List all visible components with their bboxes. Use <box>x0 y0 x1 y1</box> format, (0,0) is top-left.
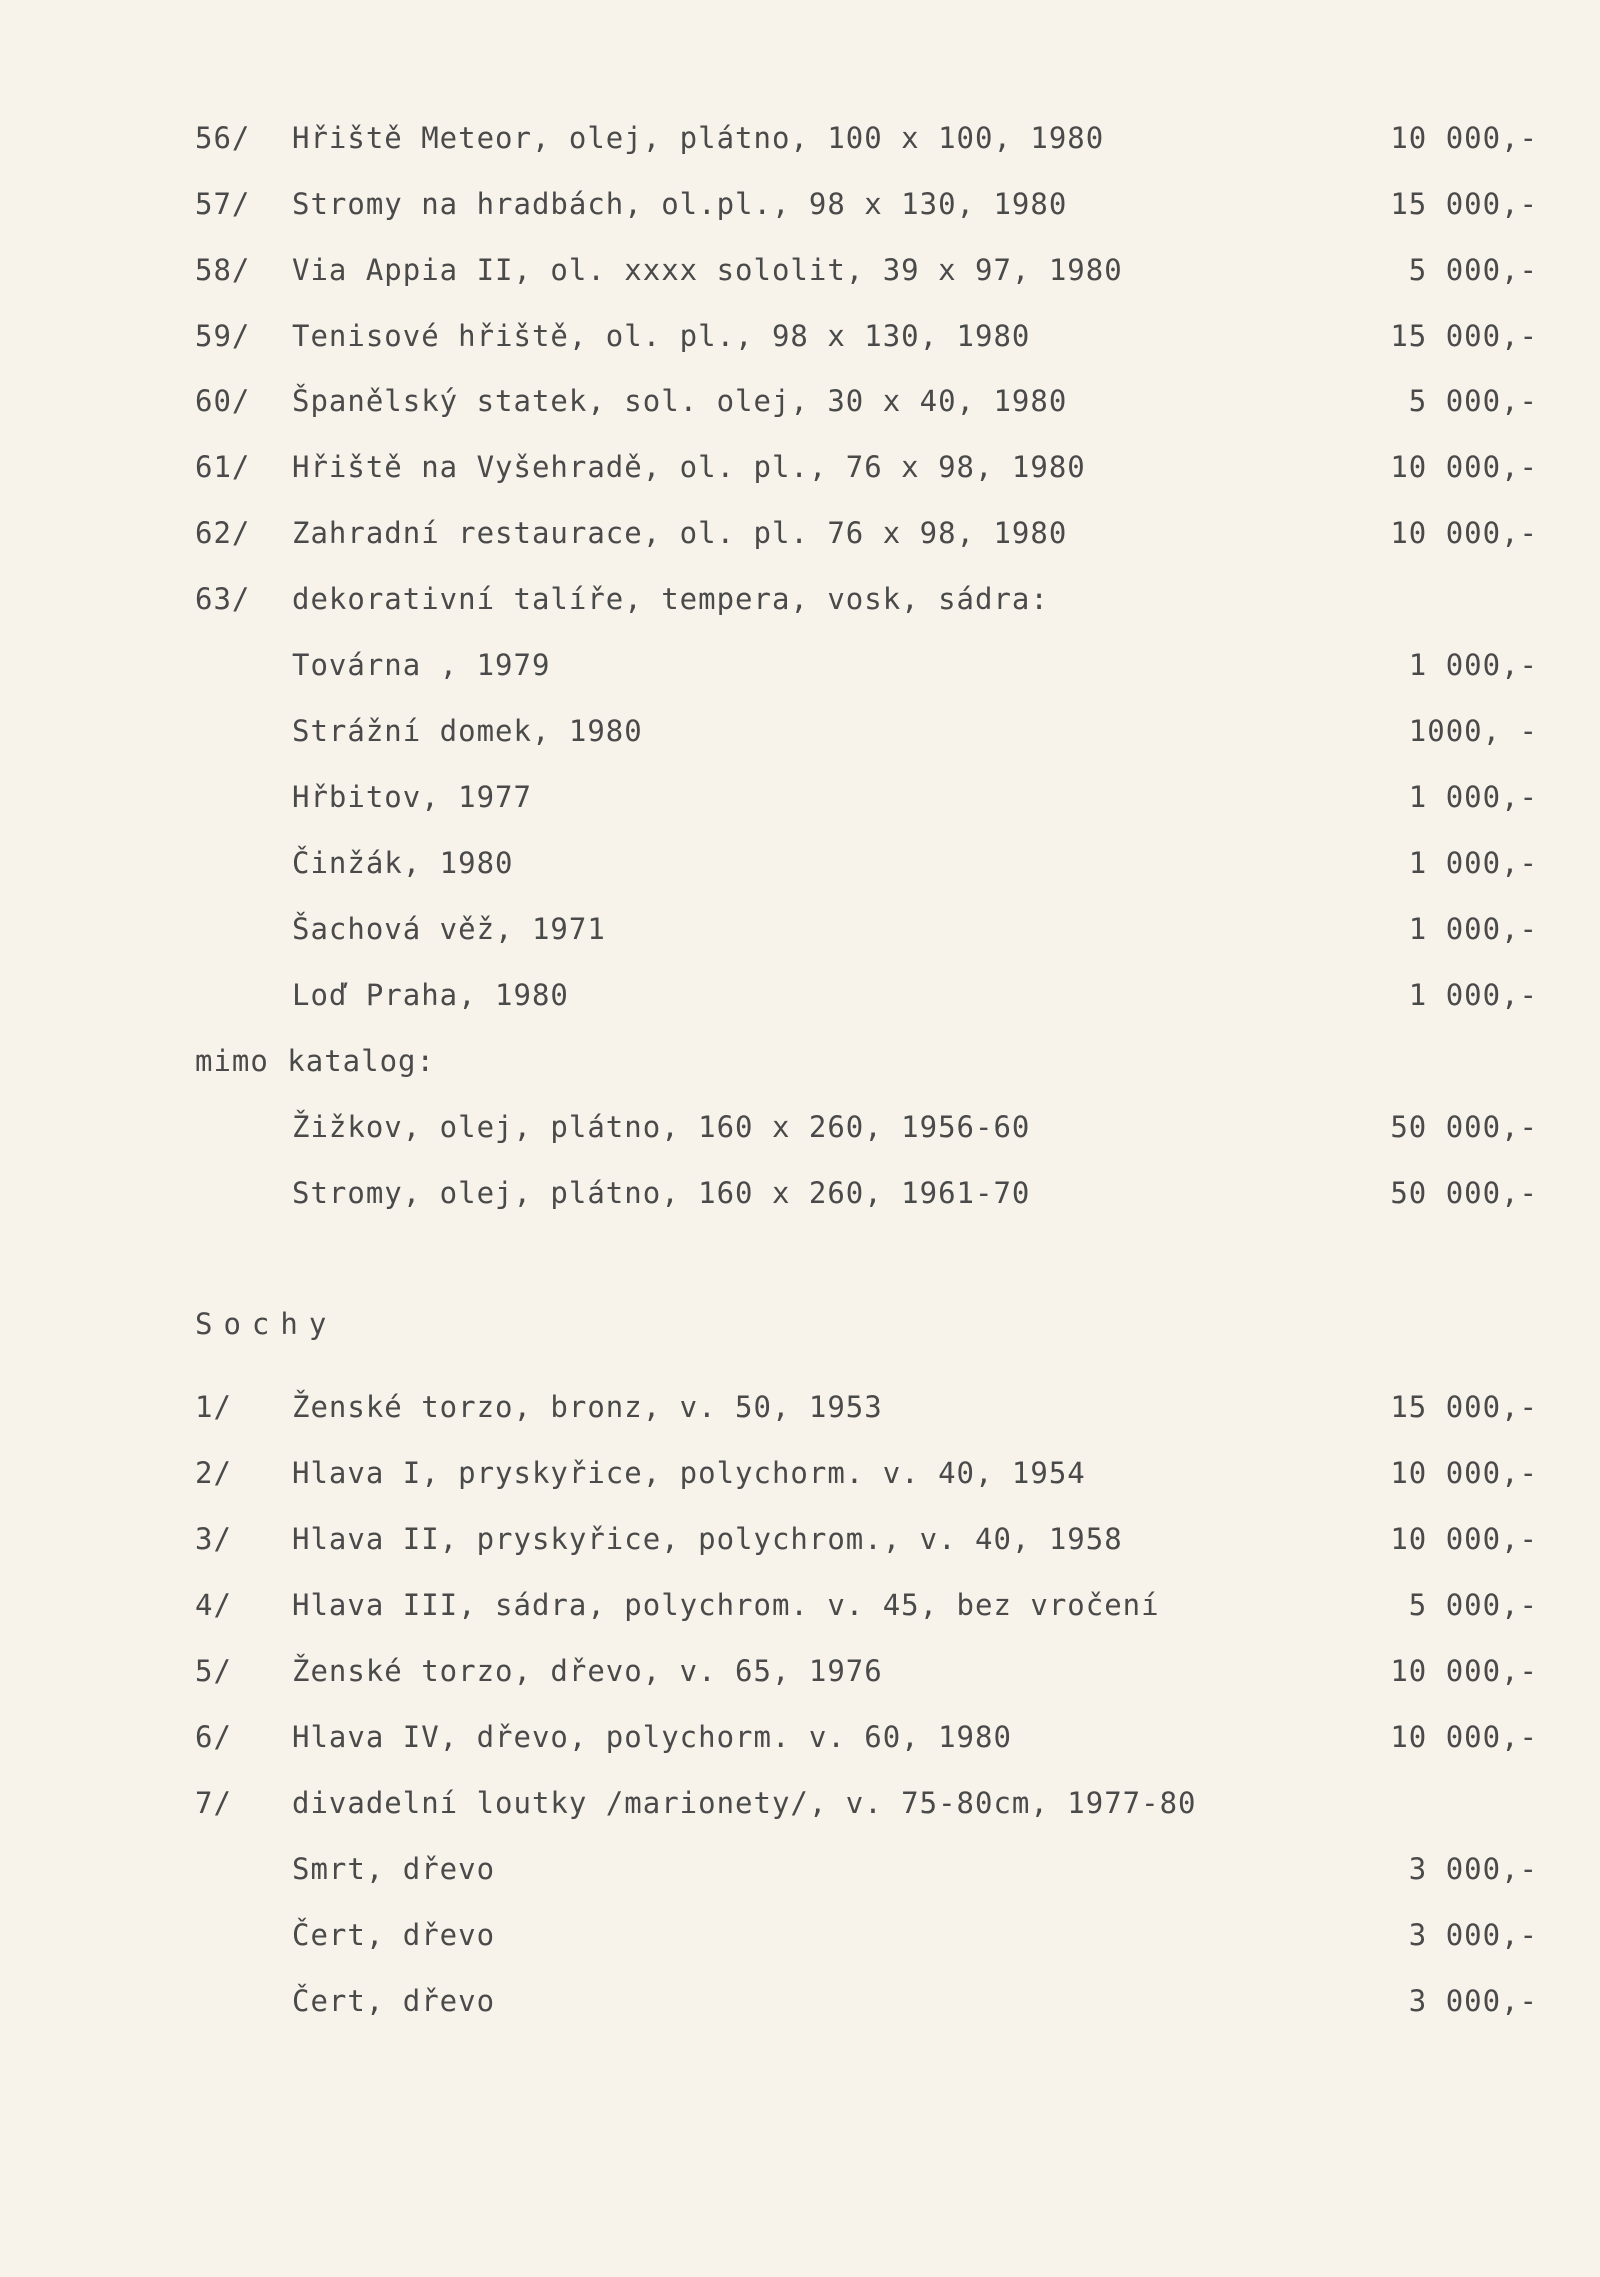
sub-item <box>0 648 1600 688</box>
item-price: 50 000,- <box>1390 1110 1538 1144</box>
sub-item <box>0 1984 1600 2024</box>
item-price: 1 000,- <box>1408 846 1538 880</box>
item-price: 50 000,- <box>1390 1176 1538 1210</box>
item-price: 1 000,- <box>1408 648 1538 682</box>
item-number: 57/ <box>195 187 251 221</box>
item-description: dekorativní talíře, tempera, vosk, sádra: <box>292 582 1049 616</box>
item-number: 5/ <box>195 1654 232 1688</box>
section-label: mimo katalog: <box>195 1044 435 1078</box>
item-description: Hřbitov, 1977 <box>292 780 532 814</box>
item-number: 59/ <box>195 319 251 353</box>
item-number: 61/ <box>195 450 251 484</box>
item-description: Španělský statek, sol. olej, 30 x 40, 1980 <box>292 384 1068 418</box>
sub-item <box>0 978 1600 1018</box>
list-item <box>0 450 1600 490</box>
item-price: 10 000,- <box>1390 121 1538 155</box>
list-item <box>0 582 1600 622</box>
item-price: 10 000,- <box>1390 516 1538 550</box>
item-price: 15 000,- <box>1390 319 1538 353</box>
item-number: 58/ <box>195 253 251 287</box>
item-description: Žižkov, olej, plátno, 160 x 260, 1956-60 <box>292 1110 1031 1144</box>
list-item <box>0 1390 1600 1430</box>
item-description: Stromy, olej, plátno, 160 x 260, 1961-70 <box>292 1176 1031 1210</box>
list-item <box>0 1786 1600 1826</box>
item-price: 1 000,- <box>1408 780 1538 814</box>
item-price: 3 000,- <box>1408 1984 1538 2018</box>
list-item <box>0 1522 1600 1562</box>
item-price: 1 000,- <box>1408 978 1538 1012</box>
item-number: 2/ <box>195 1456 232 1490</box>
item-price: 10 000,- <box>1390 1654 1538 1688</box>
list-item <box>0 187 1600 227</box>
item-description: Loď Praha, 1980 <box>292 978 569 1012</box>
item-price: 10 000,- <box>1390 450 1538 484</box>
item-description: Čert, dřevo <box>292 1918 496 1952</box>
sub-item <box>0 1110 1600 1150</box>
list-item <box>0 1654 1600 1694</box>
outside-catalog-label <box>0 1044 1600 1084</box>
sub-item <box>0 1918 1600 1958</box>
list-item <box>0 516 1600 556</box>
item-price: 10 000,- <box>1390 1522 1538 1556</box>
item-description: Via Appia II, ol. xxxx sololit, 39 x 97, 1980 <box>292 253 1123 287</box>
item-description: Továrna , 1979 <box>292 648 551 682</box>
item-description: Hlava II, pryskyřice, polychrom., v. 40, 1958 <box>292 1522 1123 1556</box>
item-description: Tenisové hřiště, ol. pl., 98 x 130, 1980 <box>292 319 1031 353</box>
item-description: Strážní domek, 1980 <box>292 714 643 748</box>
item-price: 5 000,- <box>1408 384 1538 418</box>
item-description: divadelní loutky /marionety/, v. 75-80cm, 1977-80 <box>292 1786 1197 1820</box>
item-description: Ženské torzo, bronz, v. 50, 1953 <box>292 1390 883 1424</box>
list-item <box>0 253 1600 293</box>
item-description: Ženské torzo, dřevo, v. 65, 1976 <box>292 1654 883 1688</box>
item-price: 15 000,- <box>1390 1390 1538 1424</box>
list-item <box>0 319 1600 359</box>
list-item <box>0 1588 1600 1628</box>
item-description: Šachová věž, 1971 <box>292 912 606 946</box>
item-description: Hlava IV, dřevo, polychorm. v. 60, 1980 <box>292 1720 1012 1754</box>
sculptures-heading <box>0 1307 1600 1347</box>
item-description: Činžák, 1980 <box>292 846 514 880</box>
list-item <box>0 1720 1600 1760</box>
item-description: Hlava III, sádra, polychrom. v. 45, bez vročení <box>292 1588 1160 1622</box>
item-description: Čert, dřevo <box>292 1984 496 2018</box>
item-number: 62/ <box>195 516 251 550</box>
sub-item <box>0 780 1600 820</box>
item-number: 56/ <box>195 121 251 155</box>
item-description: Stromy na hradbách, ol.pl., 98 x 130, 1980 <box>292 187 1068 221</box>
sub-item <box>0 714 1600 754</box>
item-description: Smrt, dřevo <box>292 1852 496 1886</box>
item-price: 10 000,- <box>1390 1720 1538 1754</box>
item-price: 3 000,- <box>1408 1918 1538 1952</box>
sub-item <box>0 1176 1600 1216</box>
item-price: 3 000,- <box>1408 1852 1538 1886</box>
item-price: 1 000,- <box>1408 912 1538 946</box>
list-item <box>0 384 1600 424</box>
item-price: 5 000,- <box>1408 1588 1538 1622</box>
list-item <box>0 121 1600 161</box>
section-heading: Sochy <box>195 1307 338 1341</box>
item-price: 10 000,- <box>1390 1456 1538 1490</box>
item-number: 3/ <box>195 1522 232 1556</box>
item-price: 1000, - <box>1408 714 1538 748</box>
list-item <box>0 1456 1600 1496</box>
item-number: 4/ <box>195 1588 232 1622</box>
sub-item <box>0 912 1600 952</box>
item-number: 6/ <box>195 1720 232 1754</box>
sub-item <box>0 1852 1600 1892</box>
item-price: 15 000,- <box>1390 187 1538 221</box>
item-description: Hřiště na Vyšehradě, ol. pl., 76 x 98, 1980 <box>292 450 1086 484</box>
item-price: 5 000,- <box>1408 253 1538 287</box>
item-number: 63/ <box>195 582 251 616</box>
item-number: 60/ <box>195 384 251 418</box>
item-description: Zahradní restaurace, ol. pl. 76 x 98, 1980 <box>292 516 1068 550</box>
sub-item <box>0 846 1600 886</box>
item-description: Hřiště Meteor, olej, plátno, 100 x 100, 1980 <box>292 121 1105 155</box>
item-description: Hlava I, pryskyřice, polychorm. v. 40, 1954 <box>292 1456 1086 1490</box>
item-number: 7/ <box>195 1786 232 1820</box>
item-number: 1/ <box>195 1390 232 1424</box>
